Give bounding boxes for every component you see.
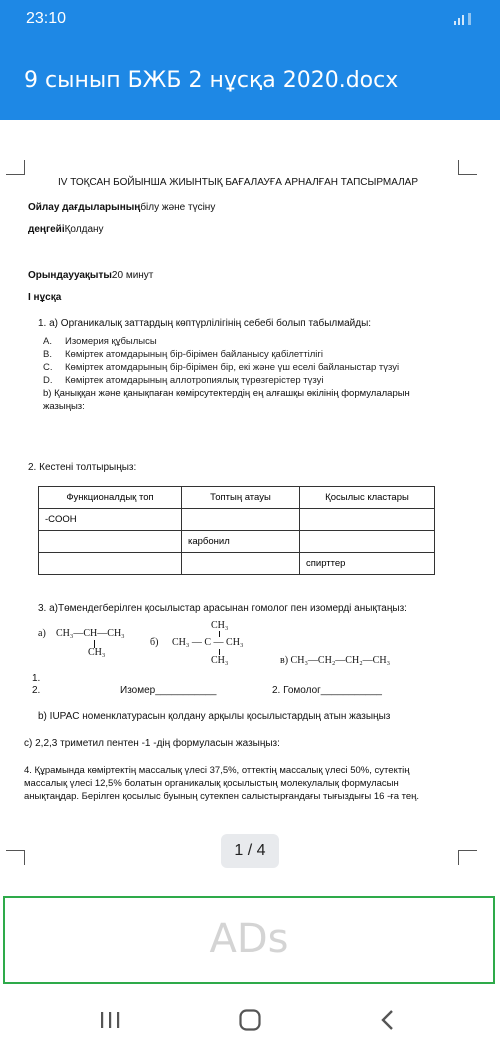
question-4-cont: массалық үлесі 12,5% болатын органикалық қосылыстың молекулалық формуласын — [24, 778, 399, 789]
answer-1-number: 1. — [32, 673, 41, 684]
document-title: 9 сынып БЖБ 2 нұсқа 2020.docx — [24, 68, 399, 93]
formula-b-label: б) — [150, 637, 159, 648]
app-header — [0, 44, 500, 120]
recent-apps-icon — [99, 1010, 121, 1034]
question-3c: c) 2,2,3 триметил пентен -1 -дің формуласын жазыңыз: — [24, 738, 280, 749]
table-row — [39, 553, 435, 575]
formula-a-branch: CH₃ — [88, 647, 106, 658]
time-label: Орындаууақыты — [28, 270, 112, 281]
skills-value: білу және түсіну — [140, 202, 216, 213]
question-1a: 1. а) Органикалық заттардың көптүрлілігінің себебі болып табылмайды: — [38, 318, 372, 329]
formula-a: CH₃—CH—CH₃ — [56, 628, 125, 639]
table-header: Қосылыс кластары — [300, 487, 435, 509]
table-cell — [182, 509, 300, 531]
skills-line — [28, 202, 215, 213]
formula-b: CH₃ — C — CH₃ — [172, 637, 244, 648]
skills-label: Ойлау дағдыларының — [28, 202, 141, 213]
option-b: B. Көміртек атомдарының бір-бірімен байланысу қабілеттілігі — [43, 349, 323, 360]
navigation-bar — [0, 988, 500, 1055]
table-cell — [300, 531, 435, 553]
table-cell: спирттер — [300, 553, 435, 575]
table-header: Функционалдық топ — [39, 487, 182, 509]
option-a: A. Изомерия құбылысы — [43, 336, 157, 347]
table-cell: -COOH — [39, 509, 182, 531]
formula-a-label: а) — [38, 628, 46, 639]
table-row — [39, 509, 435, 531]
table-cell — [300, 509, 435, 531]
question-4: 4. Құрамында көміртектің массалық үлесі 37,5%, оттектің массалық үлесі 50%, сутектің — [24, 765, 410, 776]
table-header-row — [39, 487, 435, 509]
ad-banner[interactable] — [3, 896, 495, 984]
time-value: 20 минут — [111, 270, 154, 281]
formula-c: в) CH₃—CH₂—CH₂—CH₃ — [280, 655, 391, 666]
table-row — [39, 531, 435, 553]
table-cell — [39, 531, 182, 553]
formula-b-top: CH₃ — [211, 620, 229, 631]
level-value: Қолдану — [64, 224, 104, 235]
page-indicator: 1 / 4 — [221, 834, 279, 868]
back-button[interactable] — [368, 1002, 408, 1042]
question-3a: 3. а)Төмендегберілген қосылыстар арасынан гомолог пен изомерді анықтаңыз: — [38, 603, 407, 614]
status-time: 23:10 — [26, 10, 67, 27]
level-line — [28, 224, 104, 235]
crop-mark — [6, 160, 25, 175]
doc-heading: IV ТОҚСАН БОЙЫНША ЖИЫНТЫҚ БАҒАЛАУҒА АРНАЛҒАН ТАПСЫРМАЛАР — [58, 177, 419, 188]
crop-mark — [458, 850, 477, 865]
option-d: D. Көміртек атомдарының аллотропиялық түрөзгерістер түзуі — [43, 375, 324, 386]
table-cell: карбонил — [182, 531, 300, 553]
crop-mark — [458, 160, 477, 175]
table-cell — [182, 553, 300, 575]
functional-groups-table — [38, 486, 435, 575]
signal-icon — [452, 12, 474, 29]
table-cell — [39, 553, 182, 575]
answer-2-number: 2. — [32, 685, 41, 696]
document-viewer[interactable] — [0, 120, 500, 890]
question-4-cont: анықтаңдар. Берілген қосылыс буының сутекпен салыстырғандағы тығыздығы 16 -ға тең. — [24, 791, 420, 802]
question-1b: b) Қаныққан және қанықпаған көмірсутектердің ең алғашқы өкілінің формулаларын — [43, 388, 410, 399]
document-page — [0, 120, 500, 890]
table-header: Топтың атауы — [182, 487, 300, 509]
option-c: C. Көміртек атомдарының бір-бірімен бір, екі және үш еселі байланыстар түзуі — [43, 362, 400, 373]
variant-label: I нұсқа — [28, 292, 62, 303]
isomer-blank: Изомер___________ — [120, 685, 217, 696]
time-line — [28, 270, 153, 281]
ad-banner-text: ADs — [209, 916, 289, 962]
formula-b-bottom: CH₃ — [211, 655, 229, 666]
question-1b-cont: жазыңыз: — [43, 401, 85, 412]
home-icon — [238, 1008, 262, 1036]
level-label: деңгейі — [28, 224, 65, 235]
back-icon — [378, 1008, 398, 1036]
crop-mark — [6, 850, 25, 865]
homolog-blank: 2. Гомолог___________ — [272, 685, 382, 696]
question-3b: b) IUPAC номенклатурасын қолдану арқылы қосылыстардың атын жазыңыз — [38, 711, 391, 722]
recent-apps-button[interactable] — [90, 1002, 130, 1042]
home-button[interactable] — [230, 1002, 270, 1042]
question-2: 2. Кестені толтырыңыз: — [28, 462, 137, 473]
status-bar — [0, 0, 500, 44]
